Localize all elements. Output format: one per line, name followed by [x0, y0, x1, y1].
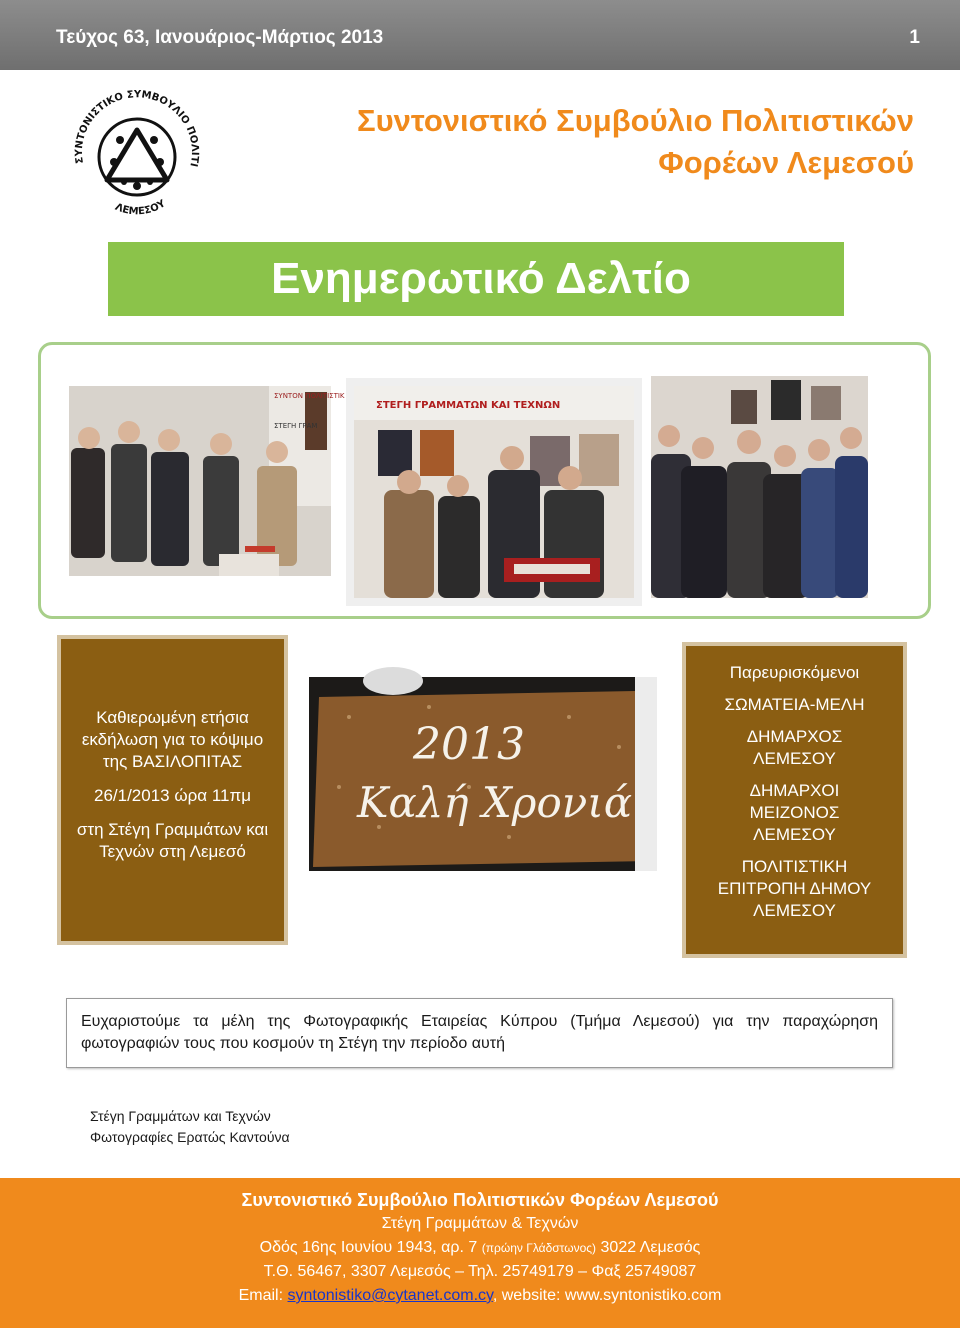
newsletter-banner [108, 242, 844, 316]
attendee-item: ΔΗΜΑΡΧΟΣ ΛΕΜΕΣΟΥ [746, 727, 843, 768]
photo-caption [90, 1106, 290, 1148]
newsletter-title: Ενημερωτικό Δελτίο [271, 254, 691, 303]
vasilopita-cake-photo [309, 677, 657, 871]
acknowledgement-box [66, 998, 893, 1068]
organization-logo [62, 82, 212, 232]
footer-address [0, 1236, 960, 1260]
attendees-box [682, 642, 907, 958]
footer-links [0, 1284, 960, 1308]
logo-text-bottom: ΛΕΜΕΣΟΥ [113, 198, 168, 218]
page-number: 1 [909, 27, 920, 48]
website-link[interactable]: www.syntonistiko.com [564, 1287, 722, 1304]
footer-contact: Τ.Θ. 56467, 3307 Λεμεσός – Τηλ. 25749179 – Φαξ 25749087 [263, 1263, 697, 1280]
event-photo-right [651, 376, 868, 598]
photo-sign-1: ΣΥΝΤΟΝ ΠΟΛΙΤΙΣΤΙΚ [274, 392, 345, 400]
issue-label: Τεύχος 63, Ιανουάριος-Μάρτιος 2013 [56, 27, 384, 48]
footer-title: Συντονιστικό Συμβούλιο Πολιτιστικών Φορέων Λεμεσού [241, 1190, 719, 1210]
photo-sign-2: ΣΤΕΓΗ ΓΡΑΜΜΑΤΩΝ ΚΑΙ ΤΕΧΝΩΝ [376, 400, 561, 411]
contact-footer [0, 1178, 960, 1328]
organization-title-line1: Συντονιστικό Συμβούλιο Πολιτιστικών [357, 103, 914, 138]
cake-year: 2013 [413, 719, 525, 770]
event-photo-center [346, 378, 642, 606]
cake-greeting: Καλή Χρονιά [357, 778, 633, 827]
event-venue: στη Στέγη Γραμμάτων και Τεχνών στη Λεμεσό [76, 820, 269, 861]
event-datetime: 26/1/2013 ώρα 11πμ [93, 786, 252, 805]
event-photo-left [69, 386, 345, 576]
footer-venue: Στέγη Γραμμάτων & Τεχνών [381, 1215, 579, 1232]
attendee-item: ΔΗΜΑΡΧΟΙ ΜΕΙΖΟΝΟΣ ΛΕΜΕΣΟΥ [749, 781, 840, 844]
footer-address-note: (πρώην Γλάδστωνος) [481, 1241, 597, 1255]
attendees-heading: Παρευρισκόμενοι [729, 663, 860, 682]
footer-website-label: , website: [492, 1287, 561, 1304]
organization-title [294, 100, 914, 184]
caption-credit: Φωτογραφίες Ερατώς Καντούνα [90, 1129, 290, 1145]
footer-email-label: Email: [238, 1287, 284, 1304]
email-link[interactable]: syntonistiko@cytanet.com.cy [287, 1287, 493, 1304]
acknowledgement-text: Ευχαριστούμε τα μέλη της Φωτογραφικής Εταιρείας Κύπρου (Τμήμα Λεμεσού) για την παραχώρηση φωτογραφιών τους που κοσμούν τη Στέγη την περίοδο αυτή [81, 1013, 878, 1052]
svg-text:ΛΕΜΕΣΟΥ [113, 198, 168, 218]
photo-sign-1b: ΣΤΕΓΗ ΓΡΑΜ [274, 422, 318, 430]
attendee-item: ΠΟΛΙΤΙΣΤΙΚΗ ΕΠΙΤΡΟΠΗ ΔΗΜΟΥ ΛΕΜΕΣΟΥ [717, 857, 872, 920]
header-bar [0, 0, 960, 70]
event-info-box [57, 635, 288, 945]
attendee-item: ΣΩΜΑΤΕΙΑ-ΜΕΛΗ [724, 695, 865, 714]
footer-address-city: 3022 Λεμεσός [600, 1239, 701, 1256]
svg-text:ΣΥΝΤΟΝΙΣΤΙΚΟ ΣΥΜΒΟΥΛΙΟ ΠΟΛΙΤΙΣ [62, 82, 200, 168]
organization-title-line2: Φορέων Λεμεσού [658, 145, 914, 180]
caption-venue: Στέγη Γραμμάτων και Τεχνών [90, 1108, 271, 1124]
footer-address-main: Οδός 16ης Ιουνίου 1943, αρ. 7 [259, 1239, 478, 1256]
logo-text-top: ΣΥΝΤΟΝΙΣΤΙΚΟ ΣΥΜΒΟΥΛΙΟ ΠΟΛΙΤΙ [73, 89, 201, 168]
event-description: Καθιερωμένη ετήσια εκδήλωση για το κόψιμο της ΒΑΣΙΛΟΠΙΤΑΣ [81, 708, 264, 771]
